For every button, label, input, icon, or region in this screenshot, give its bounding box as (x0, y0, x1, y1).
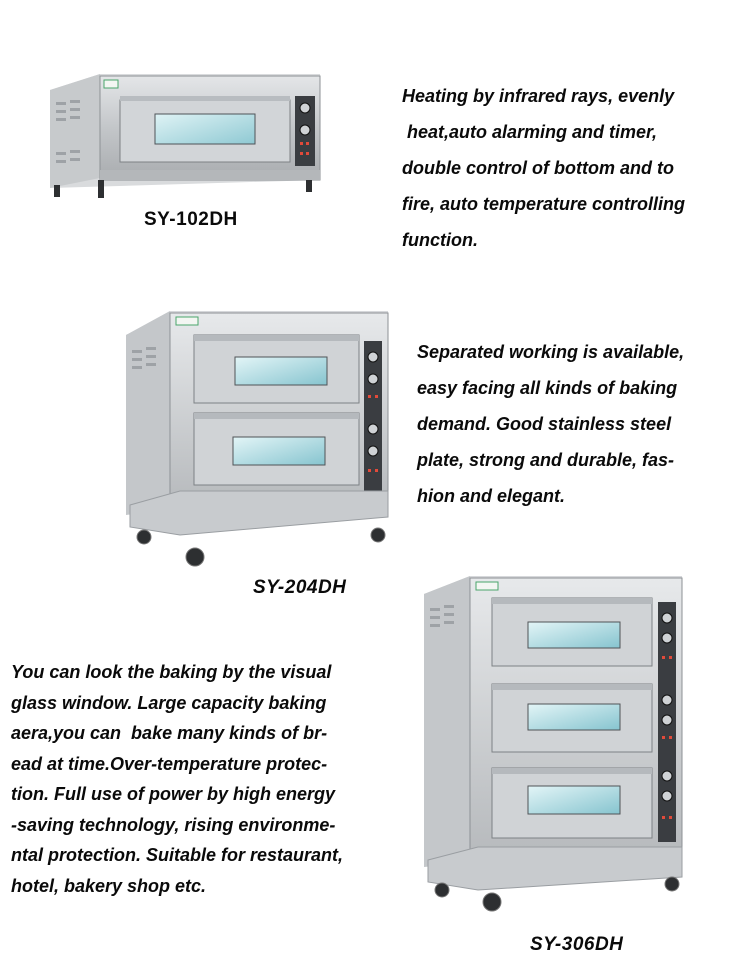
description-line: heat,auto alarming and timer, (402, 122, 658, 142)
model-caption-sy-306dh: SY-306DH (530, 934, 624, 955)
model-caption-sy-102dh: SY-102DH (144, 209, 238, 230)
description-line: demand. Good stainless steel (417, 414, 672, 434)
description-line: glass window. Large capacity baking (11, 692, 327, 713)
description-sy-102dh (402, 78, 685, 258)
description-line: fire, auto temperature controlling (402, 194, 686, 214)
oven-sy-306dh-image (420, 572, 690, 917)
description-sy-204dh (417, 334, 684, 514)
description-line: ead at time.Over-temperature protec- (11, 753, 328, 774)
description-line: aera,you can bake many kinds of br- (11, 723, 328, 743)
description-line: hion and elegant. (417, 486, 566, 506)
description-sy-306dh (11, 657, 343, 901)
description-line: You can look the baking by the visual (11, 662, 332, 682)
oven-sy-204dh-image (120, 305, 395, 575)
description-line: tion. Full use of power by high energy (11, 784, 336, 804)
description-line: plate, strong and durable, fas- (417, 450, 675, 470)
description-line: function. (402, 230, 478, 250)
model-caption-sy-204dh: SY-204DH (253, 577, 347, 598)
description-line: hotel, bakery shop etc. (11, 875, 207, 896)
description-line: ntal protection. Suitable for restaurant, (11, 845, 344, 865)
description-line: double control of bottom and to (402, 158, 674, 178)
description-line: Separated working is available, (417, 342, 685, 362)
oven-sy-102dh-image (40, 70, 330, 210)
description-line: -saving technology, rising environme- (11, 814, 336, 835)
description-line: easy facing all kinds of baking (417, 378, 678, 398)
description-line: Heating by infrared rays, evenly (402, 86, 675, 106)
